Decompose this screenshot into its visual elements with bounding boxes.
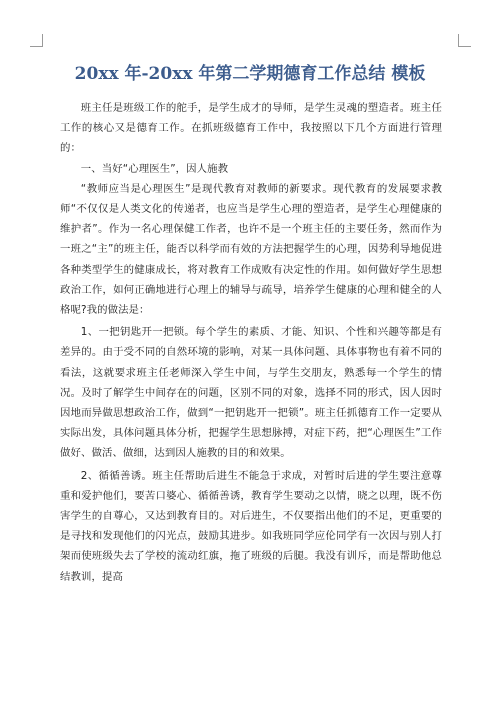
document-title: 20xx 年-20xx 年第二学期德育工作总结 模板 xyxy=(74,64,426,84)
paragraph-point-1: 1、一把钥匙开一把锁。每个学生的素质、才能、知识、个性和兴趣等都是有差异的。由于受不同的自然环境的影响，对某一具体问题、具体事物也有着不同的看法，这就要求班主任老师深入学生中间，与学生交朋友，熟悉每一个学生的情况。及时了解学生中间存在的问题，区别不同的对象，选择不同的形式，因人因时因地而异做思想政治工作，做到“一把钥匙开一把锁”。班主任抓德育工作一定要从实际出发，具体问题具体分析，把握学生思想脉搏，对症下药，把“心理医生”工作做好、做活、做细，达到因人施教的目的和效果。 xyxy=(60,326,442,460)
crop-mark-top-right xyxy=(458,34,471,47)
document-body xyxy=(60,98,442,587)
section-heading-1: 一、当好“心理医生”，因人施教 xyxy=(80,162,229,175)
paragraph-intro: 班主任是班级工作的舵手，是学生成才的导师，是学生灵魂的塑造者。班主任工作的核心又是德育工作。在抓班级德育工作中，我按照以下几个方面进行管理的： xyxy=(60,102,442,155)
paragraph-point-2: 2、循循善诱。班主任帮助后进生不能急于求成，对暂时后进的学生要注意尊重和爱护他们，要苦口婆心、循循善诱，教育学生要动之以情，晓之以理，既不伤害学生的自尊心，又达到教育目的。对后进生，不仅要指出他们的不足，更重要的是寻找和发现他们的闪光点，鼓励其进步。如我班同学应伦同学有一次因与别人打架而使班级失去了学校的流动红旗，拖了班级的后腿。我没有训斥，而是帮助他总结教训，提高 xyxy=(60,469,442,583)
crop-mark-top-left xyxy=(30,34,43,47)
paragraph-psychology: “教师应当是心理医生”是现代教育对教师的新要求。现代教育的发展要求教师“不仅仅是人类文化的传递者，也应当是学生心理的塑造者，是学生心理健康的维护者”。作为一名心理保健工作者，也许不是一个班主任的主要任务，然而作为一班之“主”的班主任，能否以科学而有效的方法把握学生的心理，因势利导地促进各种类型学生的健康成长，将对教育工作成败有决定性的作用。如何做好学生思想政治工作，如何正确地进行心理上的辅导与疏导，培养学生健康的心理和健全的人格呢?我的做法是： xyxy=(60,182,442,317)
